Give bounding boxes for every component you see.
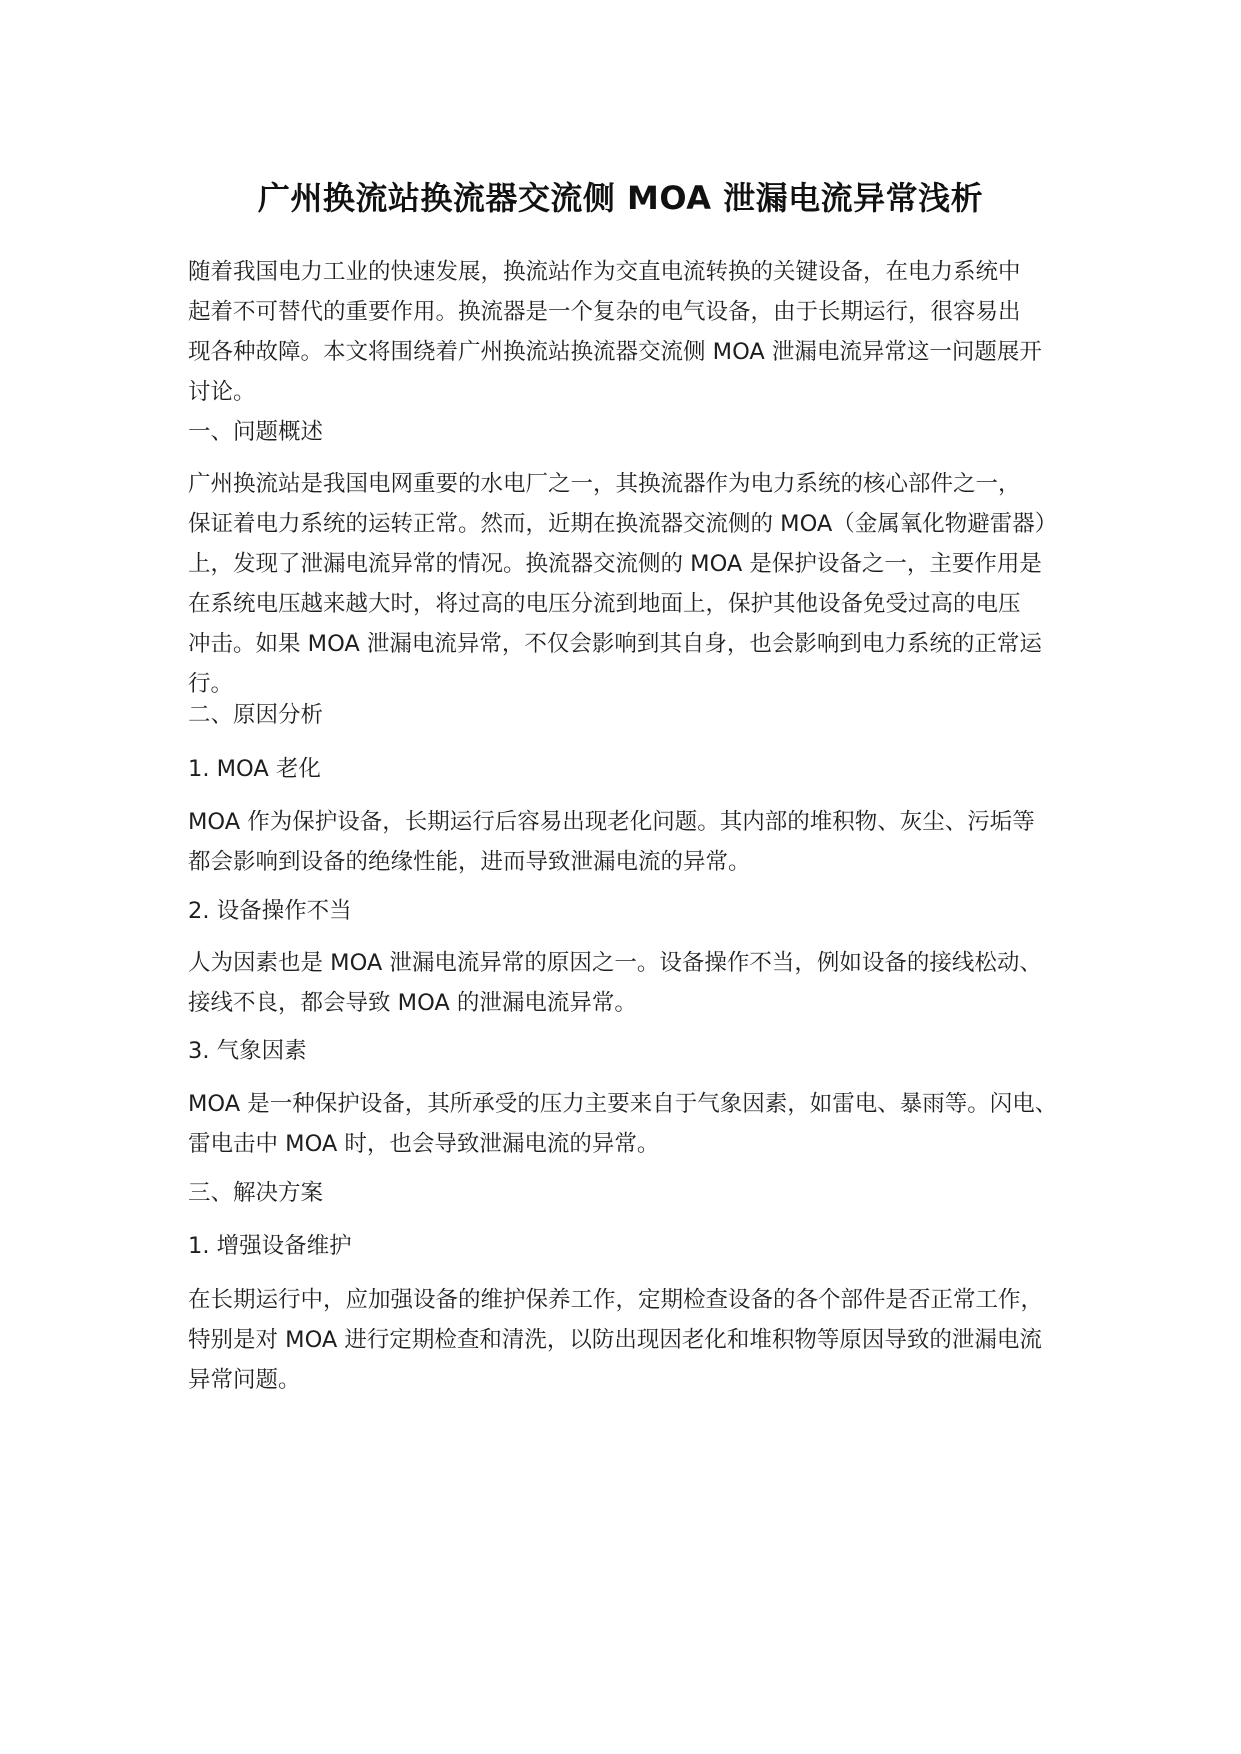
moa-aging-paragraph [188, 802, 1068, 882]
paragraph-line: 随着我国电力工业的快速发展，换流站作为交直电流转换的关键设备，在电力系统中 [188, 259, 1021, 285]
improper-operation-paragraph [188, 943, 1068, 1023]
subheading-maintenance: 1. 增强设备维护 [188, 1233, 352, 1259]
subheading-moa-aging: 1. MOA 老化 [188, 756, 321, 782]
maintenance-paragraph [188, 1280, 1068, 1400]
paragraph-line: 接线不良，都会导致 MOA 的泄漏电流异常。 [188, 990, 637, 1016]
weather-factors-paragraph [188, 1084, 1068, 1164]
subheading-weather-factors: 3. 气象因素 [188, 1038, 307, 1064]
paragraph-line: 异常问题。 [188, 1367, 301, 1393]
section-heading-solutions: 三、解决方案 [188, 1180, 324, 1206]
paragraph-line: 讨论。 [188, 379, 256, 405]
overview-paragraph [188, 464, 1068, 704]
paragraph-line: 保证着电力系统的运转正常。然而，近期在换流器交流侧的 MOA（金属氧化物避雷器） [188, 511, 1058, 537]
paragraph-line: MOA 是一种保护设备，其所承受的压力主要来自于气象因素，如雷电、暴雨等。闪电、 [188, 1091, 1058, 1117]
paragraph-line: 雷电击中 MOA 时，也会导致泄漏电流的异常。 [188, 1131, 660, 1157]
paragraph-line: 现各种故障。本文将围绕着广州换流站换流器交流侧 MOA 泄漏电流异常这一问题展开 [188, 339, 1042, 365]
paragraph-line: 冲击。如果 MOA 泄漏电流异常，不仅会影响到其自身，也会影响到电力系统的正常运 [188, 631, 1042, 657]
paragraph-line: 都会影响到设备的绝缘性能，进而导致泄漏电流的异常。 [188, 849, 751, 875]
intro-paragraph [188, 252, 1068, 412]
section-heading-overview: 一、问题概述 [188, 419, 324, 445]
paragraph-line: 特别是对 MOA 进行定期检查和清洗，以防出现因老化和堆积物等原因导致的泄漏电流 [188, 1327, 1042, 1353]
paragraph-line: 在长期运行中，应加强设备的维护保养工作，定期检查设备的各个部件是否正常工作， [188, 1287, 1044, 1313]
paragraph-line: 行。 [188, 671, 234, 697]
section-heading-cause-analysis: 二、原因分析 [188, 702, 324, 728]
paragraph-line: 在系统电压越来越大时，将过高的电压分流到地面上，保护其他设备免受过高的电压 [188, 591, 1021, 617]
paragraph-line: 起着不可替代的重要作用。换流器是一个复杂的电气设备，由于长期运行，很容易出 [188, 299, 1021, 325]
paragraph-line: 人为因素也是 MOA 泄漏电流异常的原因之一。设备操作不当，例如设备的接线松动、 [188, 950, 1042, 976]
paragraph-line: 上，发现了泄漏电流异常的情况。换流器交流侧的 MOA 是保护设备之一，主要作用是 [188, 551, 1042, 577]
paragraph-line: 广州换流站是我国电网重要的水电厂之一，其换流器作为电力系统的核心部件之一， [188, 471, 1021, 497]
paragraph-line: MOA 作为保护设备，长期运行后容易出现老化问题。其内部的堆积物、灰尘、污垢等 [188, 809, 1035, 835]
document-title: 广州换流站换流器交流侧 MOA 泄漏电流异常浅析 [257, 179, 984, 217]
subheading-improper-operation: 2. 设备操作不当 [188, 898, 352, 924]
